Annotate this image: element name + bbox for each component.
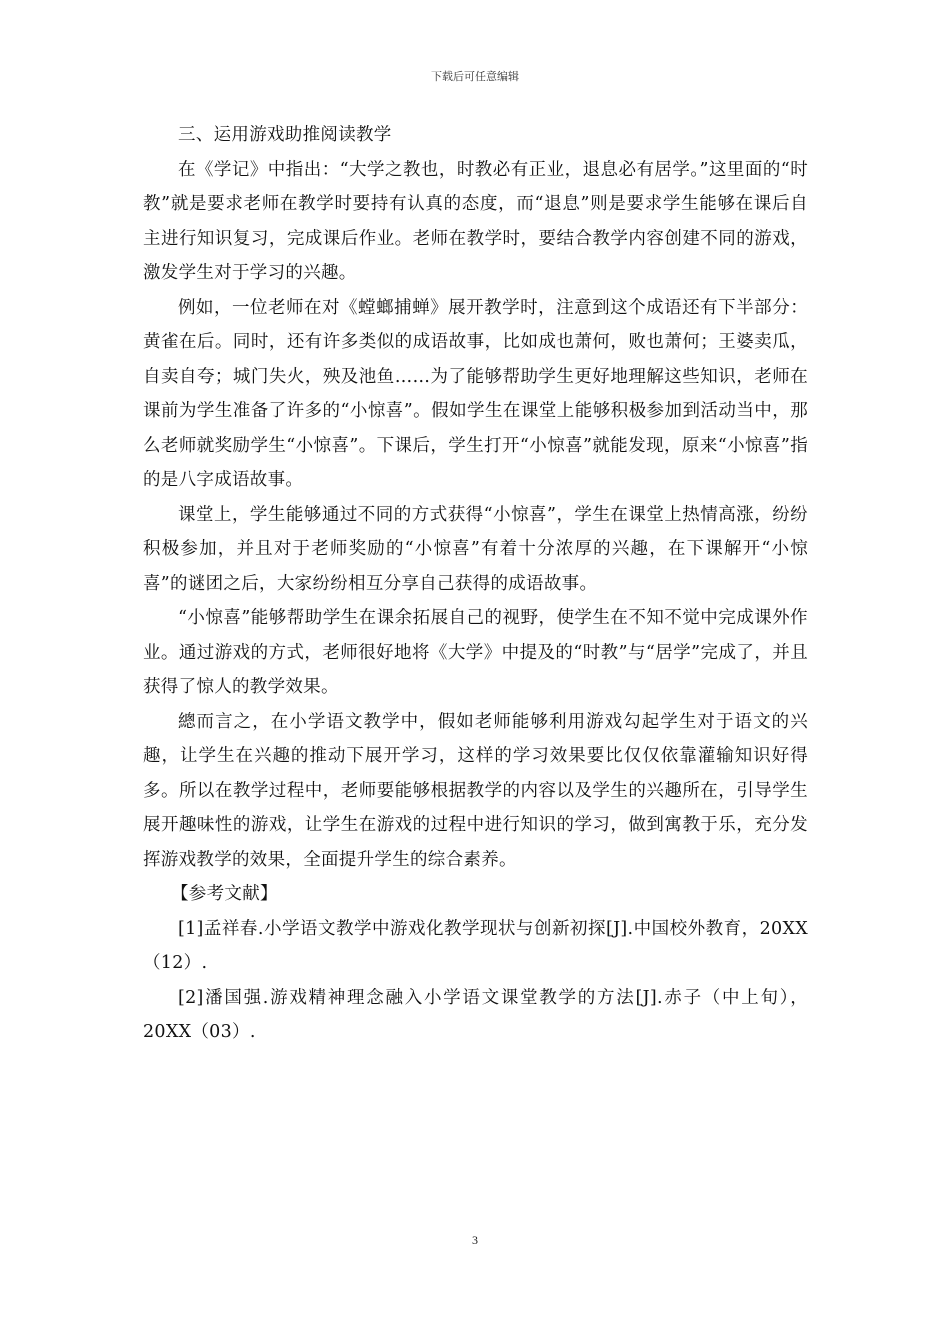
page-header: 下载后可任意编辑 bbox=[431, 70, 519, 83]
paragraph-1: 在《学记》中指出：“大学之教也，时教必有正业，退息必有居学。”这里面的“时教”就是要求老师在教学时要持有认真的态度，而“退息”则是要求学生能够在课后自主进行知识复习，完成课后作业。老师在教学时，要结合教学内容创建不同的游戏，激发学生对于学习的兴趣。 bbox=[143, 159, 808, 283]
paragraph-3: 课堂上，学生能够通过不同的方式获得“小惊喜”，学生在课堂上热情高涨，纷纷积极参加，并且对于老师奖励的“小惊喜”有着十分浓厚的兴趣，在下课解开“小惊喜”的谜团之后，大家纷纷相互分享自己获得的成语故事。 bbox=[143, 504, 808, 594]
page-number: 3 bbox=[472, 1233, 478, 1247]
reference-item-2: [2]潘国强.游戏精神理念融入小学语文课堂教学的方法[J].赤子（中上旬），20XX（03）. bbox=[143, 987, 808, 1042]
reference-item-1: [1]孟祥春.小学语文教学中游戏化教学现状与创新初探[J].中国校外教育，20XX（12）. bbox=[143, 918, 808, 973]
paragraph-4: “小惊喜”能够帮助学生在课余拓展自己的视野，使学生在不知不觉中完成课外作业。通过游戏的方式，老师很好地将《大学》中提及的“时教”与“居学”完成了，并且获得了惊人的教学效果。 bbox=[143, 608, 808, 697]
references-title: 【参考文献】 bbox=[171, 884, 278, 904]
paragraph-2: 例如，一位老师在对《螳螂捕蝉》展开教学时，注意到这个成语还有下半部分：黄雀在后。同时，还有许多类似的成语故事，比如成也萧何，败也萧何；王婆卖瓜，自卖自夸；城门失火，殃及池鱼……为了能够帮助学生更好地理解这些知识，老师在课前为学生准备了许多的“小惊喜”。假如学生在课堂上能够积极参加到活动当中，那么老师就奖励学生“小惊喜”。下课后，学生打开“小惊喜”就能发现，原来“小惊喜”指的是八字成语故事。 bbox=[143, 297, 808, 490]
document-body bbox=[143, 118, 808, 1050]
section-heading: 三、运用游戏助推阅读教学 bbox=[178, 125, 392, 145]
paragraph-5: 總而言之，在小学语文教学中，假如老师能够利用游戏勾起学生对于语文的兴趣，让学生在兴趣的推动下展开学习，这样的学习效果要比仅仅依靠灌输知识好得多。所以在教学过程中，老师要能够根据教学的内容以及学生的兴趣所在，引导学生展开趣味性的游戏，让学生在游戏的过程中进行知识的学习，做到寓教于乐，充分发挥游戏教学的效果，全面提升学生的综合素养。 bbox=[143, 711, 808, 870]
